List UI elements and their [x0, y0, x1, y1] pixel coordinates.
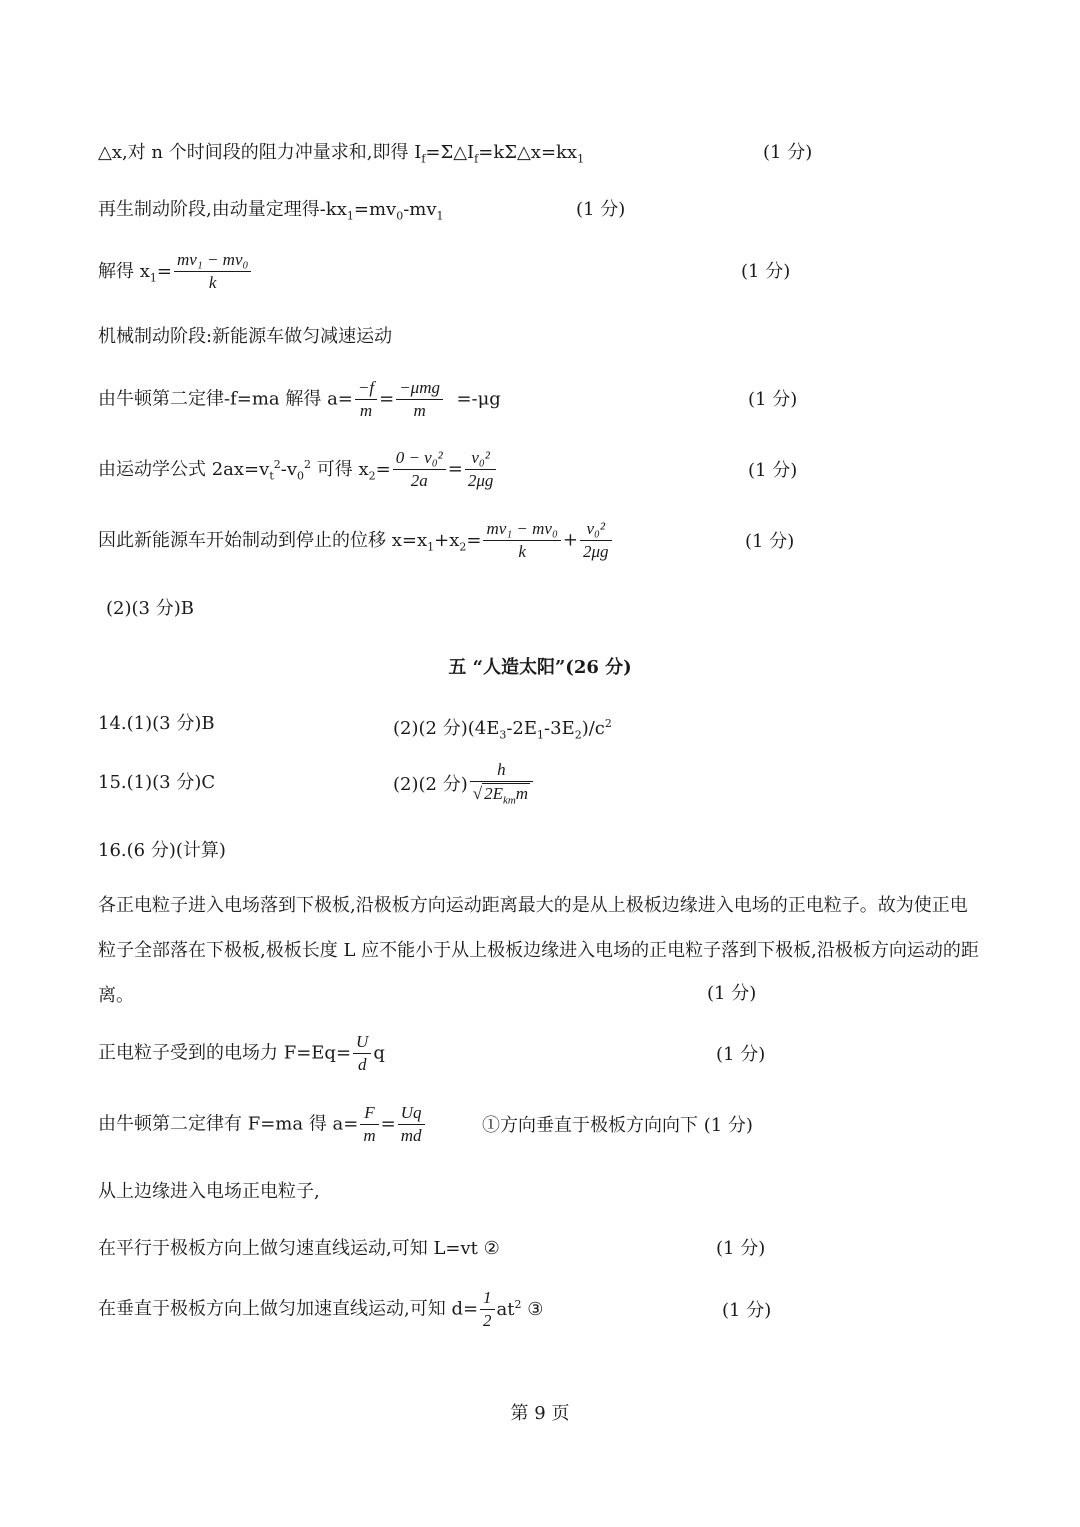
electric-force-q: q: [373, 1042, 385, 1064]
answer-15-2: [393, 760, 535, 810]
answer-14-1: 14.(1)(3 分)B: [98, 713, 215, 734]
line-electric-force: [98, 1032, 385, 1075]
answer-14-2: (2)(2 分)$(4E_3-2E_1-3E_2)/c^2$: [393, 717, 612, 742]
newton-label: 由牛顿第二定律-f=ma 解得 a=: [98, 388, 353, 410]
line-uniform-motion: 在平行于极板方向上做匀速直线运动,可知 L=vt ②: [98, 1238, 500, 1259]
section-title: 五 “人造太阳”(26 分): [448, 657, 632, 678]
fraction-x2b: $\frac{\text{v₀²}}{2\mu g}$: [465, 448, 497, 491]
fraction-u-over-d: $\frac{U}{d}$: [353, 1032, 371, 1075]
fraction-uq-over-md: $\frac{Uq}{md}$: [398, 1103, 425, 1146]
accelerated-motion-tail: $at^2$ ③: [496, 1297, 544, 1320]
solve-x1-label: 解得 $x_1=$: [98, 260, 172, 285]
score-1: (1 分): [763, 142, 813, 163]
answer-15-1: 15.(1)(3 分)C: [98, 772, 216, 793]
line-upper-edge-particle: 从上边缘进入电场正电粒子,: [98, 1181, 320, 1202]
line-total-displacement: 因此新能源车开始制动到停止的位移 $x=x_1+x_2=$ $\frac{\text{mv₁ − mv₀}}{k}$ + $\frac{\text{v₀²}}{2\mu g}$: [98, 519, 614, 562]
electric-force-label: 正电粒子受到的电场力 F=Eq=: [98, 1042, 352, 1064]
fraction-a2: $\frac{\text{−μmg}}{m}$: [396, 378, 443, 421]
fraction-q15: $\frac{h}{√ 2E_{km}m}$: [470, 760, 533, 810]
line-impulse-sum: △x,对 n 个时间段的阻力冲量求和,即得 $I_f=\Sigma\triangle I_f=k\Sigma\triangle x=kx_1$: [98, 142, 585, 166]
line-momentum-theorem: 再生制动阶段,由动量定理得$-kx_1=mv_0-mv_1$: [98, 199, 444, 223]
acceleration-label: 由牛顿第二定律有 F=ma 得 a=: [98, 1113, 359, 1135]
newton-result: =-μg: [456, 388, 501, 410]
explanation-paragraph: [98, 883, 983, 1018]
fraction-xb: $\frac{\text{v₀²}}{2\mu g}$: [580, 519, 612, 562]
line-mechanical-braking: 机械制动阶段:新能源车做匀减速运动: [98, 326, 393, 347]
line-acceleration: 由牛顿第二定律有 F=ma 得 a= $\frac{F}{m}$ = $\frac{Uq}{md}$: [98, 1103, 427, 1146]
question-16-label: 16.(6 分)(计算): [98, 840, 226, 861]
score-7: (1 分): [707, 983, 757, 1004]
explanation-text: 各正电粒子进入电场落到下极板,沿极板方向运动距离最大的是从上极板边缘进入电场的正电粒子。故为使正电粒子全部落在下极板,极板长度 L 应不能小于从上极板边缘进入电场的正电粒子落到下极板,沿极板方向运动的距离。: [98, 895, 979, 1006]
line-newton-second-law: 由牛顿第二定律-f=ma 解得 a= $\frac{-f}{m}$ = $\frac{\text{−μmg}}{m}$ =-μg: [98, 378, 501, 420]
acceleration-note: ①方向垂直于极板方向向下 (1 分): [482, 1115, 753, 1136]
accelerated-motion-label: 在垂直于极板方向上做匀加速直线运动,可知 d=: [98, 1298, 479, 1320]
score-4: (1 分): [748, 389, 798, 410]
line-kinematics: 由运动学公式 $2ax=v_t^2-v_0^2$ 可得 $x_2=$ $\frac{\text{0 − v₀²}}{2a}$ = $\frac{\text{v₀²}}{2\mu g}$: [98, 448, 498, 491]
score-8: (1 分): [716, 1044, 766, 1065]
fraction-f-over-m: $\frac{F}{m}$: [360, 1103, 378, 1146]
page-footer: 第 9 页: [510, 1403, 570, 1424]
score-9: (1 分): [716, 1238, 766, 1259]
line-accelerated-motion: [98, 1288, 543, 1331]
kinematics-label: 由运动学公式 $2ax=v_t^2-v_0^2$ 可得 $x_2=$: [98, 457, 391, 483]
fraction-xa: $\frac{\text{mv₁ − mv₀}}{k}$: [483, 519, 560, 562]
answer-2-b: (2)(3 分)B: [106, 598, 194, 619]
score-10: (1 分): [722, 1300, 772, 1321]
fraction-x2a: $\frac{\text{0 − v₀²}}{2a}$: [393, 448, 446, 491]
fraction-one-half: $\frac{1}{2}$: [480, 1288, 495, 1331]
score-3: (1 分): [741, 261, 791, 282]
score-5: (1 分): [748, 460, 798, 481]
fraction-a1: $\frac{-f}{m}$: [355, 378, 377, 421]
score-2: (1 分): [576, 199, 626, 220]
answer-15-2-label: (2)(2 分): [393, 774, 468, 796]
line-solve-x1: [98, 250, 253, 293]
fraction-x1: $\frac{\text{mv₁ − mv₀}}{k}$: [174, 250, 251, 293]
total-displacement-label: 因此新能源车开始制动到停止的位移 $x=x_1+x_2=$: [98, 529, 482, 554]
score-6: (1 分): [745, 531, 795, 552]
